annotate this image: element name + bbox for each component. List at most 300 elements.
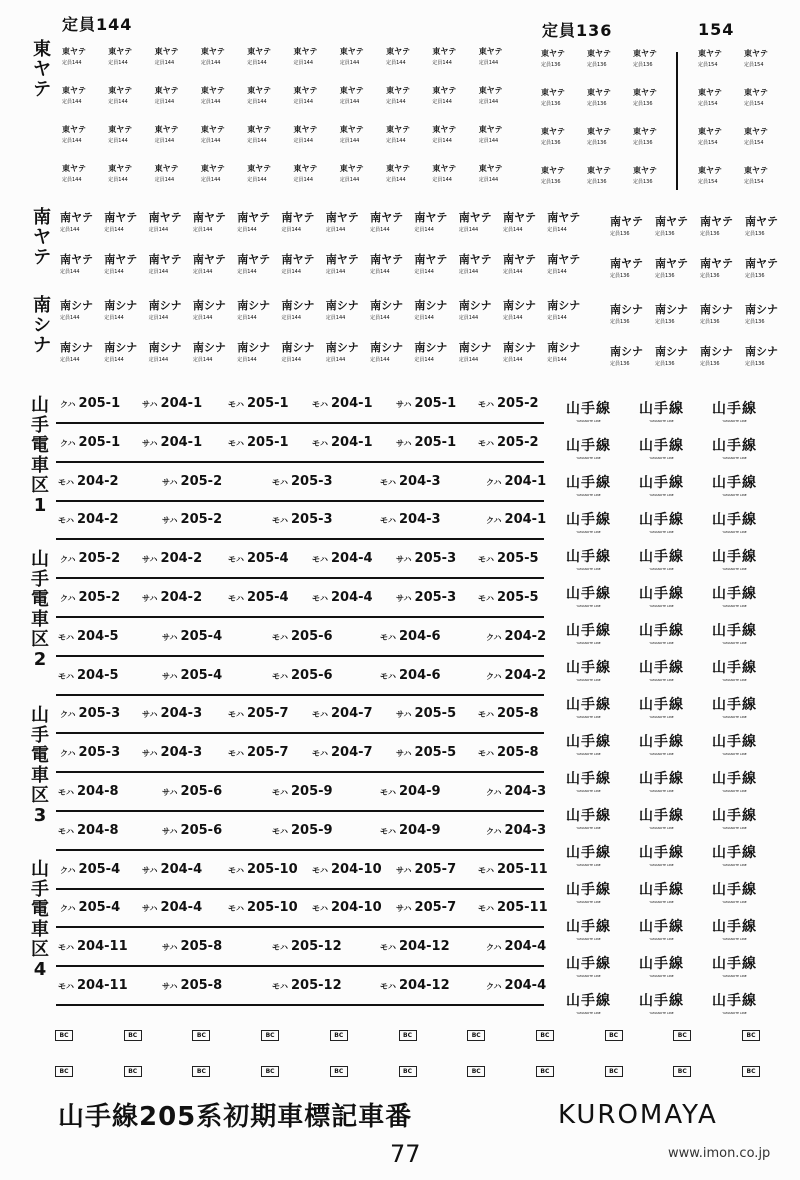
line-mark-kanji: 山手線 [712,882,757,898]
plate-capacity: 定員144 [281,269,302,275]
plate-depot: 南シナ [60,299,93,312]
car-serial: 204-1 [160,434,203,450]
car-number [228,706,289,721]
plate-capacity: 定員144 [370,227,390,233]
car-number [486,823,546,838]
car-type: サハ [396,904,412,914]
plate-mark [282,212,315,233]
yamanote-line-mark [712,842,757,867]
plate-capacity: 定員144 [192,357,213,363]
plate-mark [479,48,503,66]
plate-depot: 東ヤテ [247,164,272,173]
plate-capacity: 定員136 [700,361,720,367]
plate-mark [60,300,93,321]
plate-depot: 南シナ [503,299,536,312]
car-number [312,590,373,605]
car-type: モハ [228,710,244,720]
plate-depot: 南ヤテ [370,211,404,224]
plate-capacity: 定員144 [414,315,434,321]
car-number [478,551,539,566]
plate-depot: 南ヤテ [325,253,359,266]
bc-mark: BC [605,1066,623,1077]
line-mark-roman: YAMANOTE LINE [576,419,601,423]
yamanote-line-mark [639,620,684,645]
car-serial: 204-1 [331,434,373,450]
website-url: www.imon.co.jp [668,1146,771,1161]
plate-depot: 東ヤテ [587,127,611,136]
plate-mark [414,254,447,275]
plate-capacity: 定員144 [547,227,567,233]
line-mark-kanji: 山手線 [712,845,757,861]
plate-depot: 南シナ [281,341,315,354]
car-serial: 204-11 [77,978,128,993]
plate-depot: 南シナ [547,299,581,312]
plate-mark [432,87,456,105]
section-yamate-2: 山手電車区2 [31,549,49,670]
plate-capacity: 定員144 [200,60,221,66]
plate-depot: 東ヤテ [478,86,503,95]
car-number [486,629,546,644]
plate-capacity: 定員144 [192,269,213,275]
plate-capacity: 定員144 [478,60,499,66]
plate-depot: 東ヤテ [247,86,272,95]
car-type: サハ [396,400,412,409]
car-serial: 204-5 [77,628,119,644]
car-number [380,512,441,527]
car-type: モハ [380,632,396,642]
car-serial: 205-5 [497,551,539,567]
plate-depot: 南シナ [192,341,226,354]
plate-capacity: 定員144 [60,315,80,321]
plate-capacity: 定員144 [237,227,257,233]
yamanote-line-mark [712,731,757,756]
plate-mark [633,89,657,107]
car-number [478,435,539,450]
plate-mark [247,126,271,144]
yamanote-line-mark [639,509,684,534]
plate-depot: 南ヤテ [700,257,733,270]
line-mark-roman: YAMANOTE LINE [649,715,674,719]
car-type: サハ [396,594,412,603]
car-serial: 205-1 [78,434,121,450]
plate-depot: 東ヤテ [293,47,318,56]
plate-depot: 南ヤテ [60,211,93,224]
car-serial: 204-10 [331,861,382,877]
plate-capacity: 定員144 [60,227,80,233]
car-serial: 205-3 [78,745,121,761]
line-mark-roman: YAMANOTE LINE [649,604,674,608]
plate-mark [745,216,778,237]
yamanote-line-mark [566,990,611,1015]
plate-depot: 東ヤテ [339,86,364,95]
plate-depot: 東ヤテ [432,125,457,134]
plate-capacity: 定員144 [339,99,360,105]
car-type: サハ [162,943,178,953]
car-number [478,706,539,721]
car-number [478,900,548,915]
car-type: モハ [228,594,244,603]
plate-depot: 東ヤテ [432,47,457,56]
car-type: モハ [272,516,288,526]
car-type: クハ [60,594,76,603]
car-serial: 204-5 [77,667,119,683]
car-serial: 204-1 [331,396,373,411]
car-type: モハ [58,477,74,487]
line-mark-roman: YAMANOTE LINE [576,456,601,460]
plate-capacity: 定員136 [655,273,675,279]
plate-capacity: 定員144 [478,99,499,105]
plate-mark [541,89,565,107]
car-serial: 205-7 [247,706,289,722]
separator-rule [56,810,544,812]
yamanote-line-mark [639,731,684,756]
separator-rule [56,926,544,928]
line-mark-kanji: 山手線 [712,438,757,454]
car-serial: 204-2 [160,551,203,567]
plate-mark [414,342,447,363]
car-type: クハ [486,982,502,991]
car-number [312,862,382,877]
line-mark-kanji: 山手線 [639,475,684,491]
plate-depot: 東ヤテ [386,86,411,95]
car-type: サハ [162,477,178,487]
plate-mark [698,167,722,185]
car-type: クハ [60,749,76,759]
plate-capacity: 定員144 [247,138,267,144]
plate-mark [698,50,722,68]
plate-depot: 南シナ [325,299,359,312]
car-serial: 204-4 [331,590,373,605]
line-mark-kanji: 山手線 [712,808,757,824]
plate-mark [610,258,643,279]
car-type: モハ [312,400,328,409]
plate-capacity: 定員144 [386,60,406,66]
plate-depot: 東ヤテ [587,49,611,58]
car-number [60,551,120,566]
car-number [60,590,120,605]
car-type: モハ [380,516,396,526]
car-serial: 205-4 [78,900,121,916]
yamanote-line-mark [712,398,757,423]
car-serial: 205-6 [291,628,333,644]
plate-capacity: 定員144 [200,177,221,183]
plate-capacity: 定員144 [60,269,80,275]
car-serial: 204-2 [77,512,119,528]
car-serial: 204-9 [399,784,441,799]
plate-capacity: 定員144 [200,99,221,105]
separator-rule [56,888,544,890]
plate-depot: 東ヤテ [247,47,272,56]
plate-depot: 南シナ [700,345,733,358]
car-type: サハ [142,438,158,448]
car-number [396,396,456,411]
yamanote-line-mark [566,842,611,867]
car-serial: 205-10 [247,861,298,877]
section-yamate-1: 山手電車区1 [31,395,49,516]
plate-mark [386,87,410,105]
plate-depot: 東ヤテ [633,127,657,136]
plate-capacity: 定員144 [458,357,479,363]
car-type: モハ [478,710,494,720]
line-mark-kanji: 山手線 [639,512,684,528]
plate-depot: 南ヤテ [547,211,581,224]
plate-capacity: 定員136 [610,273,630,279]
plate-depot: 南ヤテ [237,253,271,266]
plate-depot: 南ヤテ [281,211,315,224]
plate-capacity: 定員144 [247,177,267,183]
plate-mark [610,304,643,325]
car-number [142,396,202,411]
plate-capacity: 定員144 [547,315,567,321]
plate-mark [700,346,733,367]
car-number [478,745,539,760]
plate-mark [201,87,225,105]
plate-mark [155,87,179,105]
yamanote-line-mark [639,657,684,682]
car-number [58,668,119,683]
plate-depot: 東ヤテ [200,164,225,173]
line-mark-kanji: 山手線 [712,586,757,602]
plate-depot: 南ヤテ [610,257,643,270]
bc-mark: BC [673,1030,691,1041]
plate-mark [655,304,688,325]
plate-depot: 東ヤテ [744,49,768,58]
plate-depot: 東ヤテ [478,47,503,56]
plate-depot: 南ヤテ [148,253,182,266]
plate-capacity: 定員144 [148,357,169,363]
plate-mark [60,212,93,233]
plate-depot: 南ヤテ [458,253,492,266]
plate-capacity: 定員144 [108,177,128,183]
plate-capacity: 定員144 [325,269,346,275]
plate-depot: 東ヤテ [541,49,565,58]
plate-capacity: 定員136 [541,140,561,146]
plate-capacity: 定員144 [192,315,213,321]
plate-capacity: 定員136 [633,101,653,107]
plate-capacity: 定員144 [281,227,302,233]
line-mark-roman: YAMANOTE LINE [649,937,674,941]
car-serial: 204-3 [399,512,441,528]
plate-capacity: 定員136 [610,319,630,325]
line-mark-kanji: 山手線 [566,845,611,861]
line-mark-roman: YAMANOTE LINE [649,456,674,460]
line-mark-kanji: 山手線 [639,845,684,861]
plate-mark [294,48,318,66]
separator-rule [56,422,544,424]
car-number [58,939,128,954]
plate-mark [700,216,733,237]
car-type: クハ [486,632,502,642]
plate-mark [193,254,226,275]
yamanote-line-mark [566,805,611,830]
plate-capacity: 定員144 [62,60,82,66]
plate-depot: 南ヤテ [458,211,492,224]
car-type: モハ [478,400,494,409]
line-mark-roman: YAMANOTE LINE [722,863,747,867]
car-number [58,784,119,799]
car-type: クハ [60,904,76,914]
plate-depot: 東ヤテ [154,47,179,56]
car-number [272,474,333,489]
car-serial: 205-1 [78,396,121,411]
car-serial: 205-5 [497,590,539,605]
plate-mark [340,165,364,183]
car-number [272,784,333,799]
car-type: モハ [380,671,396,681]
plate-depot: 東ヤテ [200,125,225,134]
car-number [380,474,441,489]
plate-capacity: 定員136 [655,319,675,325]
line-mark-kanji: 山手線 [639,697,684,713]
car-type: クハ [60,400,76,409]
car-serial: 205-3 [78,706,121,722]
car-number [486,668,546,683]
plate-depot: 東ヤテ [478,125,503,134]
line-mark-roman: YAMANOTE LINE [576,900,601,904]
car-number [312,900,382,915]
plate-mark [370,342,403,363]
plate-depot: 東ヤテ [339,47,364,56]
car-serial: 205-12 [291,978,342,993]
car-number [272,823,333,838]
plate-capacity: 定員136 [655,361,675,367]
plate-capacity: 定員154 [744,179,764,185]
plate-depot: 東ヤテ [293,125,318,134]
car-type: モハ [58,632,74,642]
plate-mark [459,212,492,233]
yamanote-line-mark [566,768,611,793]
yamanote-line-mark [712,879,757,904]
plate-mark [610,346,643,367]
car-number [486,939,546,954]
yamanote-line-mark [566,435,611,460]
car-number [162,629,222,644]
plate-capacity: 定員144 [478,177,499,183]
car-number [142,900,202,915]
car-serial: 205-4 [247,551,289,567]
line-mark-roman: YAMANOTE LINE [649,974,674,978]
bc-mark: BC [192,1030,210,1041]
yamanote-line-mark [712,546,757,571]
car-serial: 204-1 [504,512,547,528]
car-number [312,396,373,411]
bc-mark: BC [55,1030,73,1041]
line-mark-kanji: 山手線 [566,475,611,491]
car-type: モハ [478,865,494,875]
line-mark-roman: YAMANOTE LINE [722,974,747,978]
car-number [60,706,120,721]
plate-mark [744,89,768,107]
car-type: サハ [142,555,158,565]
car-serial: 205-2 [180,512,223,528]
plate-capacity: 定員154 [744,101,764,107]
plate-depot: 東ヤテ [744,166,768,175]
car-number [228,745,289,760]
plate-mark [340,126,364,144]
plate-mark [459,300,492,321]
plate-depot: 南シナ [745,345,778,358]
line-mark-roman: YAMANOTE LINE [649,567,674,571]
divider-bar [676,52,678,190]
car-number [478,862,548,877]
plate-depot: 南ヤテ [60,253,93,266]
plate-depot: 南シナ [414,341,448,354]
car-type: クハ [60,710,76,720]
plate-mark [459,342,492,363]
plate-capacity: 定員154 [698,140,718,146]
car-type: クハ [60,555,76,565]
line-mark-roman: YAMANOTE LINE [649,1011,674,1015]
car-number [380,978,450,993]
bc-mark: BC [192,1066,210,1077]
line-mark-roman: YAMANOTE LINE [576,974,601,978]
yamanote-line-mark [712,472,757,497]
car-number [380,784,441,799]
car-type: サハ [162,982,178,991]
bc-mark: BC [605,1030,623,1041]
plate-capacity: 定員144 [325,227,346,233]
car-serial: 204-11 [77,939,128,955]
separator-rule [56,655,544,657]
car-type: モハ [272,788,288,797]
plate-mark [155,48,179,66]
car-type: モハ [312,865,328,875]
car-serial: 205-10 [247,900,298,916]
plate-mark [503,300,536,321]
yamanote-line-mark [712,990,757,1015]
yamanote-line-mark [639,694,684,719]
bc-mark: BC [330,1030,348,1041]
plate-capacity: 定員136 [587,101,607,107]
car-number [58,629,119,644]
plate-depot: 東ヤテ [478,164,503,173]
car-number [396,435,456,450]
plate-depot: 南シナ [192,299,226,312]
plate-mark [193,300,226,321]
plate-depot: 東ヤテ [339,164,364,173]
plate-mark [60,254,93,275]
plate-depot: 南シナ [458,341,492,354]
car-serial: 204-3 [160,745,203,761]
line-mark-roman: YAMANOTE LINE [722,789,747,793]
car-type: モハ [478,438,494,448]
line-mark-kanji: 山手線 [712,993,757,1009]
car-type: サハ [142,710,158,720]
car-number [396,590,456,605]
plate-capacity: 定員136 [745,361,765,367]
plate-mark [149,342,182,363]
yamanote-line-mark [639,768,684,793]
car-number [272,668,333,683]
car-number [60,435,120,450]
car-type: クハ [486,943,502,953]
plate-capacity: 定員144 [104,269,124,275]
yamanote-line-mark [639,805,684,830]
plate-depot: 東ヤテ [62,86,86,95]
line-mark-roman: YAMANOTE LINE [722,641,747,645]
car-number [58,512,119,527]
plate-capacity: 定員144 [503,269,523,275]
plate-mark [62,48,86,66]
plate-mark [633,128,657,146]
car-type: サハ [396,710,412,720]
plate-depot: 南シナ [655,345,688,358]
separator-rule [56,1004,544,1006]
plate-depot: 南ヤテ [325,211,359,224]
plate-capacity: 定員144 [62,138,82,144]
car-number [478,396,539,411]
car-number [380,668,441,683]
